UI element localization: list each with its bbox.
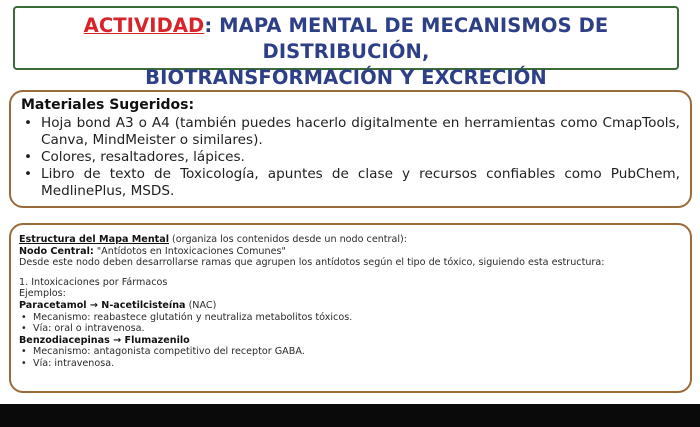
section-heading: 1. Intoxicaciones por Fármacos: [19, 276, 168, 288]
title-line-1-text: MAPA MENTAL DE MECANISMOS DE DISTRIBUCIÓN,: [212, 14, 609, 63]
structure-heading-line: [19, 234, 682, 246]
materials-list: [21, 115, 680, 200]
example-1-title-rest: (NAC): [185, 299, 217, 311]
materials-item: • Hoja bond A3 o A4 (también puedes hacerlo digitalmente en herramientas como CmapTools, Canva, MindMeister o similares).: [21, 115, 680, 149]
example-2-point: • Vía: intravenosa.: [19, 358, 682, 370]
structure-description: Desde este nodo deben desarrollarse ramas que agrupen los antídotos según el tipo de tóxico, siguiendo esta estructura:: [19, 257, 605, 269]
materials-item: • Colores, resaltadores, lápices.: [21, 149, 680, 166]
central-node-label: Nodo Central:: [19, 245, 94, 257]
structure-heading-rest: (organiza los contenidos desde un nodo central):: [169, 234, 408, 245]
materials-heading: Materiales Sugeridos:: [21, 97, 195, 113]
central-node-value: "Antídotos en Intoxicaciones Comunes": [93, 245, 286, 257]
title-line-1: [15, 13, 677, 65]
title-colon: :: [204, 14, 213, 37]
title-line-2: BIOTRANSFORMACIÓN Y EXCRECIÓN: [145, 66, 547, 89]
example-1-point: • Mecanismo: reabastece glutatión y neutraliza metabolitos tóxicos.: [19, 312, 682, 324]
example-1-title-line: [19, 300, 682, 312]
example-2-title: Benzodiacepinas → Flumazenilo: [19, 334, 190, 346]
example-1-point: • Vía: oral o intravenosa.: [19, 323, 682, 335]
activity-title-box: [13, 6, 679, 89]
structure-box: [9, 223, 692, 393]
bottom-black-bar: [0, 404, 700, 427]
example-2-point: • Mecanismo: antagonista competitivo del receptor GABA.: [19, 346, 682, 358]
central-node-line: [19, 246, 682, 258]
example-2-title-line: [19, 335, 682, 347]
materials-item: • Libro de texto de Toxicología, apuntes de clase y recursos confiables como PubChem, MedlinePlus, MSDS.: [21, 166, 680, 200]
examples-label: Ejemplos:: [19, 288, 66, 300]
structure-heading: Estructura del Mapa Mental: [19, 234, 169, 245]
materials-box: [9, 90, 692, 208]
example-1-title: Paracetamol → N-acetilcisteína: [19, 299, 186, 311]
activity-label: ACTIVIDAD: [83, 14, 205, 37]
